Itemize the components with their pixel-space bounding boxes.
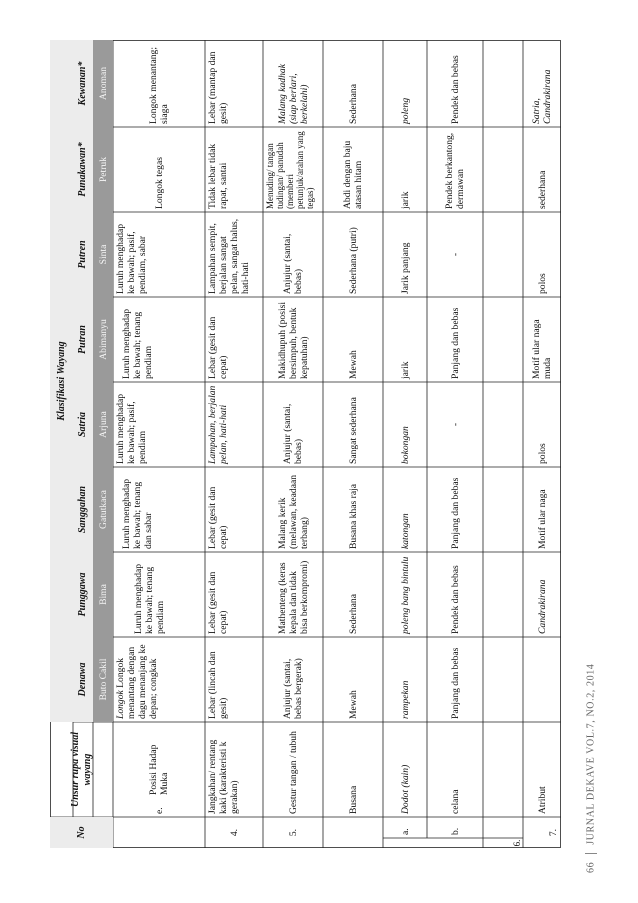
column-denawa: Denawa	[73, 637, 93, 722]
example-punakawan: Petruk	[93, 127, 113, 212]
row-e-punggawa: Luruh menghadap ke bawah; tenang pendiam	[133, 563, 166, 634]
column-putran: Putran	[73, 297, 93, 382]
row-busana-denawa: Mewah	[347, 690, 359, 719]
row-4-satria: Lampahan, berjalan pelan, hati-hati	[207, 385, 229, 464]
row-dodot-putren: Jarik panjang	[399, 242, 411, 294]
column-satria: Satria	[73, 382, 93, 467]
row-celana-sanggahan: Panjang dan bebas	[449, 477, 461, 549]
header-unsur	[50, 722, 113, 817]
row-e-putran: Luruh menghadap ke bawah; tenang pendiam	[121, 308, 154, 379]
row-celana-punakawan: Pendek berkantong, dermawan	[444, 132, 466, 209]
row-busana-putran: Mewah	[347, 350, 359, 379]
example-denawa: Buto Cakil	[93, 637, 113, 722]
row-4-denawa: Lebar (lincah dan gesit)	[207, 651, 229, 719]
row-e-kewanan: Longok menantang; siaga	[148, 47, 170, 124]
footer-divider	[585, 853, 597, 854]
column-punakawan: Punakawan*	[73, 127, 93, 212]
row-dodot-letter: a.	[399, 828, 411, 835]
row-celana-denawa: Panjang dan bebas	[449, 647, 461, 719]
row-atribut-punggawa: Candrakirana	[536, 579, 548, 634]
row-dodot-satria: bokongan	[399, 426, 411, 464]
row-e-denawa-text: Longok menantang dengan dagu menanjang ke depan; congkak	[115, 644, 159, 719]
row-e-letter: e.	[153, 807, 165, 814]
column-sanggahan: Sanggahan	[73, 467, 93, 552]
header-no: No	[50, 817, 113, 848]
row-celana-kewanan: Pendek dan bebas	[449, 55, 461, 124]
row-celana-putren: -	[449, 252, 461, 257]
row-4-putren: Lampahan sempit, berjalan sangat pelan, sangat halus, hati-hati	[207, 218, 251, 294]
row-dodot-kewanan: poleng	[399, 97, 411, 124]
header-unsur-label: Unsur rupa visual wayang	[69, 731, 93, 808]
row-atribut-punakawan: sederhana	[536, 170, 548, 209]
row-celana-letter: b.	[449, 827, 461, 835]
row-dodot-label: Dodot (kain)	[399, 764, 411, 814]
row-5-number: 5.	[287, 828, 299, 837]
row-dodot-sanggahan: katongan	[399, 513, 411, 549]
row-e-label: Posisi Hadap Muka	[148, 744, 170, 795]
row-5-punakawan: Menuding/ tangan tudingan/ panudah (memberi petunjuk/arahan yang tegas)	[265, 131, 315, 209]
column-putren: Putren	[73, 212, 93, 297]
example-putran: Abimanyu	[93, 297, 113, 382]
row-4-punggawa: Lebar (gesit dan cepat)	[207, 571, 229, 634]
row-atribut-denawa	[523, 637, 561, 722]
row-4-number: 4.	[228, 828, 240, 837]
row-dodot-punakawan: jarik	[399, 191, 411, 209]
page-number: 66	[585, 861, 597, 873]
row-4-label: Jangkahan/ rentang kaki (karakteristi k gerakan)	[207, 739, 240, 814]
example-kewanan: Anoman	[93, 40, 113, 127]
row-e-punakawan: Longok tegas	[153, 157, 165, 209]
row-atribut-kewanan: Satria, Candrakirana	[531, 69, 553, 124]
row-busana-punggawa: Sederhana	[347, 594, 359, 634]
row-celana-satria: -	[449, 422, 461, 427]
row-6-number: 6.	[512, 839, 522, 847]
row-5-label: Gestur tangan / tubuh	[287, 731, 299, 814]
row-celana-label: celana	[449, 789, 461, 814]
wayang-classification-table	[50, 40, 561, 848]
row-dodot-putran: jarik	[399, 361, 411, 379]
row-5-putran: Makidhupuh (posisi bersimpuh, bentuk kepatuhan)	[276, 301, 310, 379]
row-4-sanggahan: Lebar (gesit dan cepat)	[207, 486, 229, 549]
row-5-putren: Anjujur (santai, bebas)	[282, 233, 304, 294]
row-busana-putren: Sederhana (putri)	[347, 227, 359, 294]
row-5-denawa: Anjujur (santai, bebas bergerak)	[282, 658, 304, 719]
row-7-number: 7.	[548, 828, 559, 837]
row-dodot-denawa: rampekan	[399, 680, 411, 719]
row-atribut-putren: polos	[536, 273, 548, 294]
row-atribut-satria: polos	[536, 443, 548, 464]
row-celana-punggawa: Pendek dan bebas	[449, 565, 461, 634]
journal-name: JURNAL DEKAVE VOL.7, NO.2, 2014	[585, 663, 597, 845]
page-footer	[585, 664, 597, 873]
row-dodot-punggawa: poleng bang bintulu	[399, 556, 411, 634]
row-e-denawa	[113, 637, 205, 722]
row-5-sanggahan: Malang kerik (melawan, keadaan terbang)	[276, 474, 310, 549]
row-5-punggawa: Mathenteng (keras kepala dan tidak bisa berkompromi)	[276, 560, 310, 634]
example-putren: Sinta	[93, 212, 113, 297]
header-klasifikasi: Klasifikasi Wayang	[50, 40, 73, 722]
term: Longok	[115, 690, 126, 719]
example-satria: Arjuna	[93, 382, 113, 467]
row-4-punakawan: Tidak lebar tidak rapat, santai	[207, 143, 229, 209]
example-punggawa: Bima	[93, 552, 113, 637]
example-sanggahan: Gatutkaca	[93, 467, 113, 552]
row-atribut-sanggahan: Motif ular naga	[536, 489, 548, 549]
row-4-kewanan: Lebar (mantap dan gesit)	[207, 51, 229, 124]
row-e-putren: Luruh menghadap ke bawah; pasif, pendiam, sabar	[115, 223, 148, 294]
row-atribut-label: Atribut	[536, 786, 548, 814]
row-e-sanggahan: Luruh menghadap ke bawah; tenang dan sabar	[121, 478, 154, 549]
row-busana-sanggahan: Busana khas raja	[347, 483, 359, 549]
row-busana-label: Busana	[347, 785, 359, 814]
row-5-satria: Anjujur (santai, bebas)	[282, 403, 304, 464]
row-4-putran: Lebar (gesit dan cepat)	[207, 316, 229, 379]
row-busana-satria: Sangat sederhana	[347, 397, 359, 464]
row-busana-kewanan: Sederhana	[347, 84, 359, 124]
row-busana-punakawan: Abdi dengan baju atasan hitam	[342, 140, 364, 209]
row-atribut-putran: Motif ular naga muda	[531, 319, 553, 379]
row-e-satria: Luruh menghadap ke bawah; pasif, pendiam	[115, 393, 148, 464]
column-kewanan: Kewanan*	[73, 40, 93, 127]
row-celana-putran: Panjang dan bebas	[449, 307, 461, 379]
column-punggawa: Punggawa	[73, 552, 93, 637]
row-5-kewanan: Malang kadhak (siap berlari, berkelahi)	[276, 64, 310, 124]
